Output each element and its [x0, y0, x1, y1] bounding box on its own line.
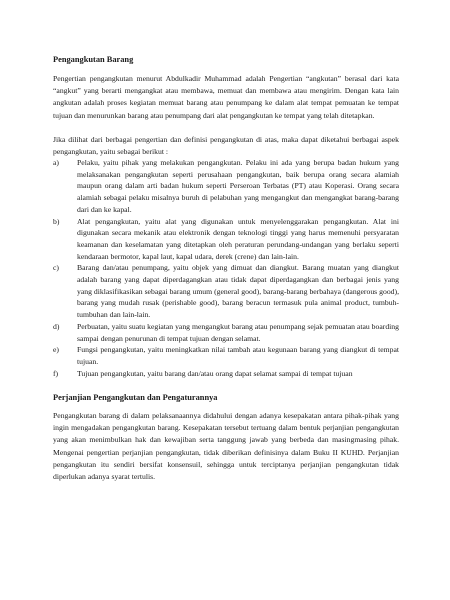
list-item-text: Perbuatan, yaitu suatu kegiatan yang mengangkut barang atau penumpang sejak pemuatan atau boarding sampai dengan penurunan di tempat tujuan dengan selamat.	[77, 321, 399, 343]
list-item-text: Tujuan pengangkutan, yaitu barang dan/atau orang dapat selamat sampai di tempat tujuan	[77, 368, 353, 378]
section-heading-pengangkutan-barang: Pengangkutan Barang	[53, 55, 134, 64]
list-marker: d)	[53, 321, 60, 331]
list-item	[53, 368, 399, 380]
list-marker: e)	[53, 345, 59, 355]
list-item-text: Barang dan/atau penumpang, yaitu objek yang dimuat dan diangkut. Barang muatan yang diangkut adalah barang yang dapat diperdagangkan atau tidak dapat diperdagangkan dan berbagai jenis yang yang diklasifikasikan sebagai barang umum (general good), barang-barang berbahaya (dangerous good), barang yang mudah rusak (perishable good), barang beracun termasuk pula animal product, tumbuh-tumbuhan dan lain-lain.	[77, 263, 399, 320]
paragraph-definition: Pengertian pengangkutan menurut Abdulkadir Muhammad adalah Pengertian “angkutan” berasal dari kata “angkut” yang berarti mengangkat atau membawa, memuat dan membawa atau mengirim. Dengan kata lain angkutan adalah proses kegiatan memuat barang atau penumpang ke dalam alat tempat pemuatan ke tempat tujuan dan menurunkan barang atau penumpang dari alat pengangkutan ke tempat yang telah ditetapkan.	[53, 74, 399, 120]
paragraph-perjanjian: Pengangkutan barang di dalam pelaksanaannya didahului dengan adanya kesepakatan antara pihak-pihak yang ingin mengadakan pengangkutan barang. Kesepakatan tersebut tertuang dalam bentuk perjanjian pengangkutan yang akan menimbulkan hak dan kewajiban serta tanggung jawab yang berbeda dan masingmasing pihak. Mengenai pengertian perjanjian pengangkutan, tidak diberikan definisinya dalam Buku II KUHD. Perjanjian pengangkutan itu sendiri bersifat konsensuil, sehingga untuk terciptanya perjanjian pengangkutan tidak diperlukan adanya syarat tertulis.	[53, 411, 399, 482]
list-item-text: Alat pengangkutan, yaitu alat yang digunakan untuk menyelenggarakan pengangkutan. Alat ini digunakan secara mekanik atau elektronik dengan teknologi tinggi yang harus memenuhi persyaratan keamanan dan keselamatan yang ditetapkan oleh peraturan perundang-undangan yang berlaku seperti kendaraan bermotor, kapal laut, kapal udara, derek (crene) dan lain-lain.	[77, 216, 399, 261]
list-marker: a)	[53, 158, 59, 167]
list-marker: b)	[53, 216, 60, 226]
paragraph-aspects-intro: Jika dilihat dari berbagai pengertian dan definisi pengangkutan di atas, maka dapat diketahui berbagai aspek pengangkutan, yaitu sebagai berikut :	[53, 135, 399, 157]
list-marker: c)	[53, 263, 59, 273]
section-heading-perjanjian: Perjanjian Pengangkutan dan Pengaturannya	[53, 393, 218, 402]
list-marker: f)	[53, 368, 59, 378]
aspects-list	[53, 157, 399, 379]
list-item-text: Pelaku, yaitu pihak yang melakukan pengangkutan. Pelaku ini ada yang berupa badan hukum yang melaksanakan pengangkutan seperti perusahaan pengangkutan, baik berupa orang secara alamiah maupun orang dalam arti badan hukum seperti Perseroan Terbatas (PT) atau Koperasi. Orang secara alamiah sebagai pelaku misalnya buruh di pelabuhan yang mengangkut dan mengangkat barang-barang dari dan ke kapal.	[77, 158, 399, 214]
list-item	[53, 262, 399, 321]
list-item	[53, 216, 399, 263]
list-item	[53, 157, 399, 216]
list-item	[53, 321, 399, 344]
list-item	[53, 344, 399, 367]
list-item-text: Fungsi pengangkutan, yaitu meningkatkan nilai tambah atau kegunaan barang yang diangkut di tempat tujuan.	[77, 345, 399, 366]
